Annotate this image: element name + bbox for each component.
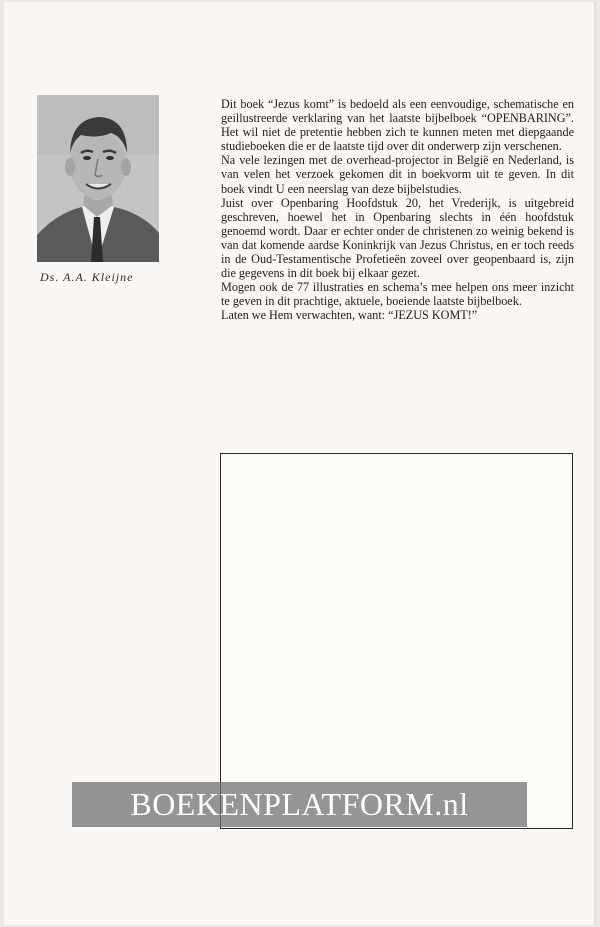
paragraph-lectures: Na vele lezingen met de overhead-projector in België en Nederland, is van velen het verzoek gekomen dit in boekvorm uit te geven. In dit boek vindt U een neerslag van deze bijbelstudies. — [221, 153, 574, 196]
paragraph-intro: Dit boek “Jezus komt” is bedoeld als een eenvoudige, schematische en geillustreerde verklaring van het laatste bijbelboek “OPENBARING”. Het wil niet de pretentie hebben zich te kunnen meten met diepgaande studieboeken die er de laatste tijd over dit onderwerp zijn verschenen. — [221, 97, 574, 154]
watermark-banner: BOEKENPLATFORM.nl — [72, 782, 527, 827]
author-portrait-photo — [37, 95, 159, 262]
paragraph-closing: Laten we Hem verwachten, want: “JEZUS KOMT!” — [221, 308, 478, 323]
back-cover-text — [221, 97, 574, 323]
paragraph-illustrations: Mogen ook de 77 illustraties en schema’s mee helpen ons meer inzicht te geven in dit prachtige, aktuele, boeiende laatste bijbelboek. — [221, 280, 574, 309]
author-caption: Ds. A.A. Kleijne — [40, 270, 134, 284]
empty-frame-box — [220, 453, 573, 829]
author-portrait-image — [37, 95, 159, 262]
paragraph-vrederijk: Juist over Openbaring Hoofdstuk 20, het Vrederijk, is uitgebreid geschreven, hoewel het in Openbaring slechts in één hoofdstuk genoemd wordt. Daar er echter onder de christenen zo weinig bekend is van dat komende aardse Koninkrijk van Jezus Christus, en er toch reeds in de Oud-Testamentische Profetieën zoveel over geopenbaard is, zijn die gegevens in dit boek bij elkaar gezet. — [221, 195, 574, 281]
